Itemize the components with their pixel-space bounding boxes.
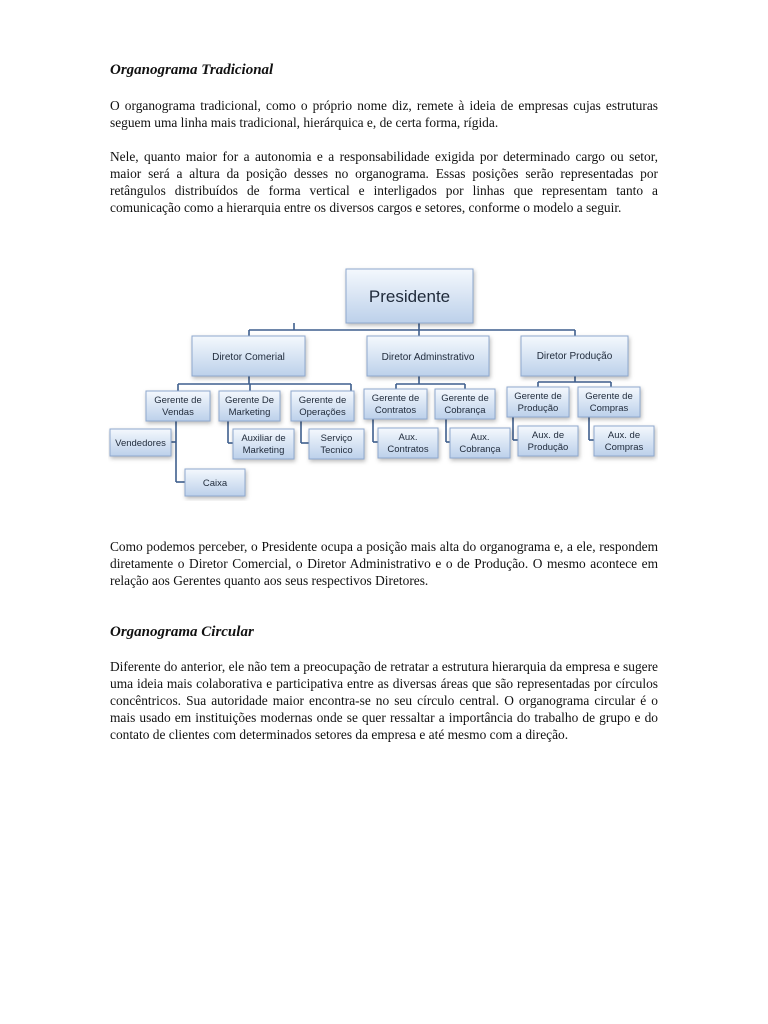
org-box-gerente-operacoes (291, 391, 354, 421)
paragraph-explanation: Como podemos perceber, o Presidente ocupa a posição mais alta do organograma e, a ele, respondem diretamente o Diretor Comercial, o Diretor Administrativo e o de Produção. O mesmo acontece em relação aos Gerentes quanto aos seus respectivos Diretores. (110, 539, 658, 588)
org-box-aux-cobranca (450, 428, 510, 458)
org-box-auxiliar-marketing (233, 429, 294, 459)
svg-text:Aux.: Aux. (398, 432, 418, 443)
svg-text:Presidente: Presidente (368, 287, 451, 306)
svg-text:Gerente De: Gerente De (224, 395, 275, 406)
org-box-gerente-compras (578, 387, 640, 417)
org-box-diretor-comercial (192, 336, 305, 376)
svg-text:Marketing: Marketing (242, 445, 285, 456)
svg-text:Diretor Produção: Diretor Produção (536, 351, 613, 362)
org-box-gerente-contratos (364, 389, 427, 419)
svg-text:Gerente de: Gerente de (154, 395, 202, 406)
svg-text:Tecnico: Tecnico (320, 445, 353, 456)
svg-text:Gerente de: Gerente de (298, 395, 347, 406)
svg-text:Aux.: Aux. (470, 432, 490, 443)
svg-text:Produção: Produção (517, 403, 559, 414)
org-box-diretor-producao (521, 336, 628, 376)
svg-text:Compras: Compras (589, 403, 629, 414)
org-box-servico-tecnico (309, 429, 364, 459)
svg-text:Vendedores: Vendedores (115, 438, 166, 449)
org-box-diretor-administrativo (367, 336, 489, 376)
org-box-vendedores (110, 429, 171, 456)
org-box-presidente (346, 269, 473, 323)
section-title-tradicional: Organograma Tradicional (110, 62, 274, 78)
svg-text:Gerente de: Gerente de (585, 391, 633, 402)
org-box-gerente-vendas (146, 391, 210, 421)
paragraph-intro: O organograma tradicional, como o próprio nome diz, remete à ideia de empresas cujas estruturas seguem uma linha mais tradicional, hierárquica e, de certa forma, rígida. (110, 98, 658, 130)
svg-text:Diretor Adminstrativo: Diretor Adminstrativo (381, 352, 475, 363)
org-box-aux-compras (594, 426, 654, 456)
org-box-caixa (185, 469, 245, 496)
svg-text:Caixa: Caixa (202, 478, 228, 489)
paragraph-circular: Diferente do anterior, ele não tem a preocupação de retratar a estrutura hierarquia da empresa e sugere uma ideia mais colaborativa e participativa entre as diversas áreas que são representadas por círculos concêntricos. Sua autoridade maior encontra-se no seu círculo central. O organograma circular é o mais usado em instituições modernas onde se quer ressaltar a importância do trabalho de grupo e do contato de clientes com determinados setores da empresa e até mesmo com a direção. (110, 659, 658, 742)
svg-text:Gerente de: Gerente de (514, 391, 562, 402)
org-box-aux-producao (518, 426, 578, 456)
svg-text:Produção: Produção (527, 442, 569, 453)
section-title-circular: Organograma Circular (110, 624, 254, 640)
org-box-gerente-cobranca (435, 389, 495, 419)
svg-text:Gerente de: Gerente de (371, 393, 420, 404)
svg-text:Vendas: Vendas (162, 407, 194, 418)
svg-text:Compras: Compras (604, 442, 644, 453)
svg-text:Gerente de: Gerente de (441, 393, 489, 404)
svg-text:Auxiliar de: Auxiliar de (241, 433, 286, 444)
org-box-gerente-producao (507, 387, 569, 417)
svg-text:Marketing: Marketing (228, 407, 271, 418)
org-box-gerente-marketing (219, 391, 280, 421)
svg-text:Cobrança: Cobrança (459, 444, 501, 455)
svg-text:Serviço: Serviço (320, 433, 353, 444)
paragraph-hierarchy: Nele, quanto maior for a autonomia e a responsabilidade exigida por determinado cargo ou setor, maior será a altura da posição desses no organograma. Essas posições serão representadas por retângulos distribuídos de forma vertical e interligados por linhas que representam tanto a comunicação como a hierarquia entre os diversos cargos e setores, conforme o modelo a seguir. (110, 149, 658, 215)
svg-text:Contratos: Contratos (374, 405, 417, 416)
svg-text:Diretor Comerial: Diretor Comerial (212, 352, 285, 363)
svg-text:Cobrança: Cobrança (444, 405, 486, 416)
svg-text:Operações: Operações (299, 407, 346, 418)
svg-text:Aux. de: Aux. de (607, 430, 641, 441)
svg-text:Aux. de: Aux. de (531, 430, 565, 441)
org-chart (108, 256, 658, 501)
org-box-aux-contratos (378, 428, 438, 458)
svg-text:Contratos: Contratos (387, 444, 429, 455)
